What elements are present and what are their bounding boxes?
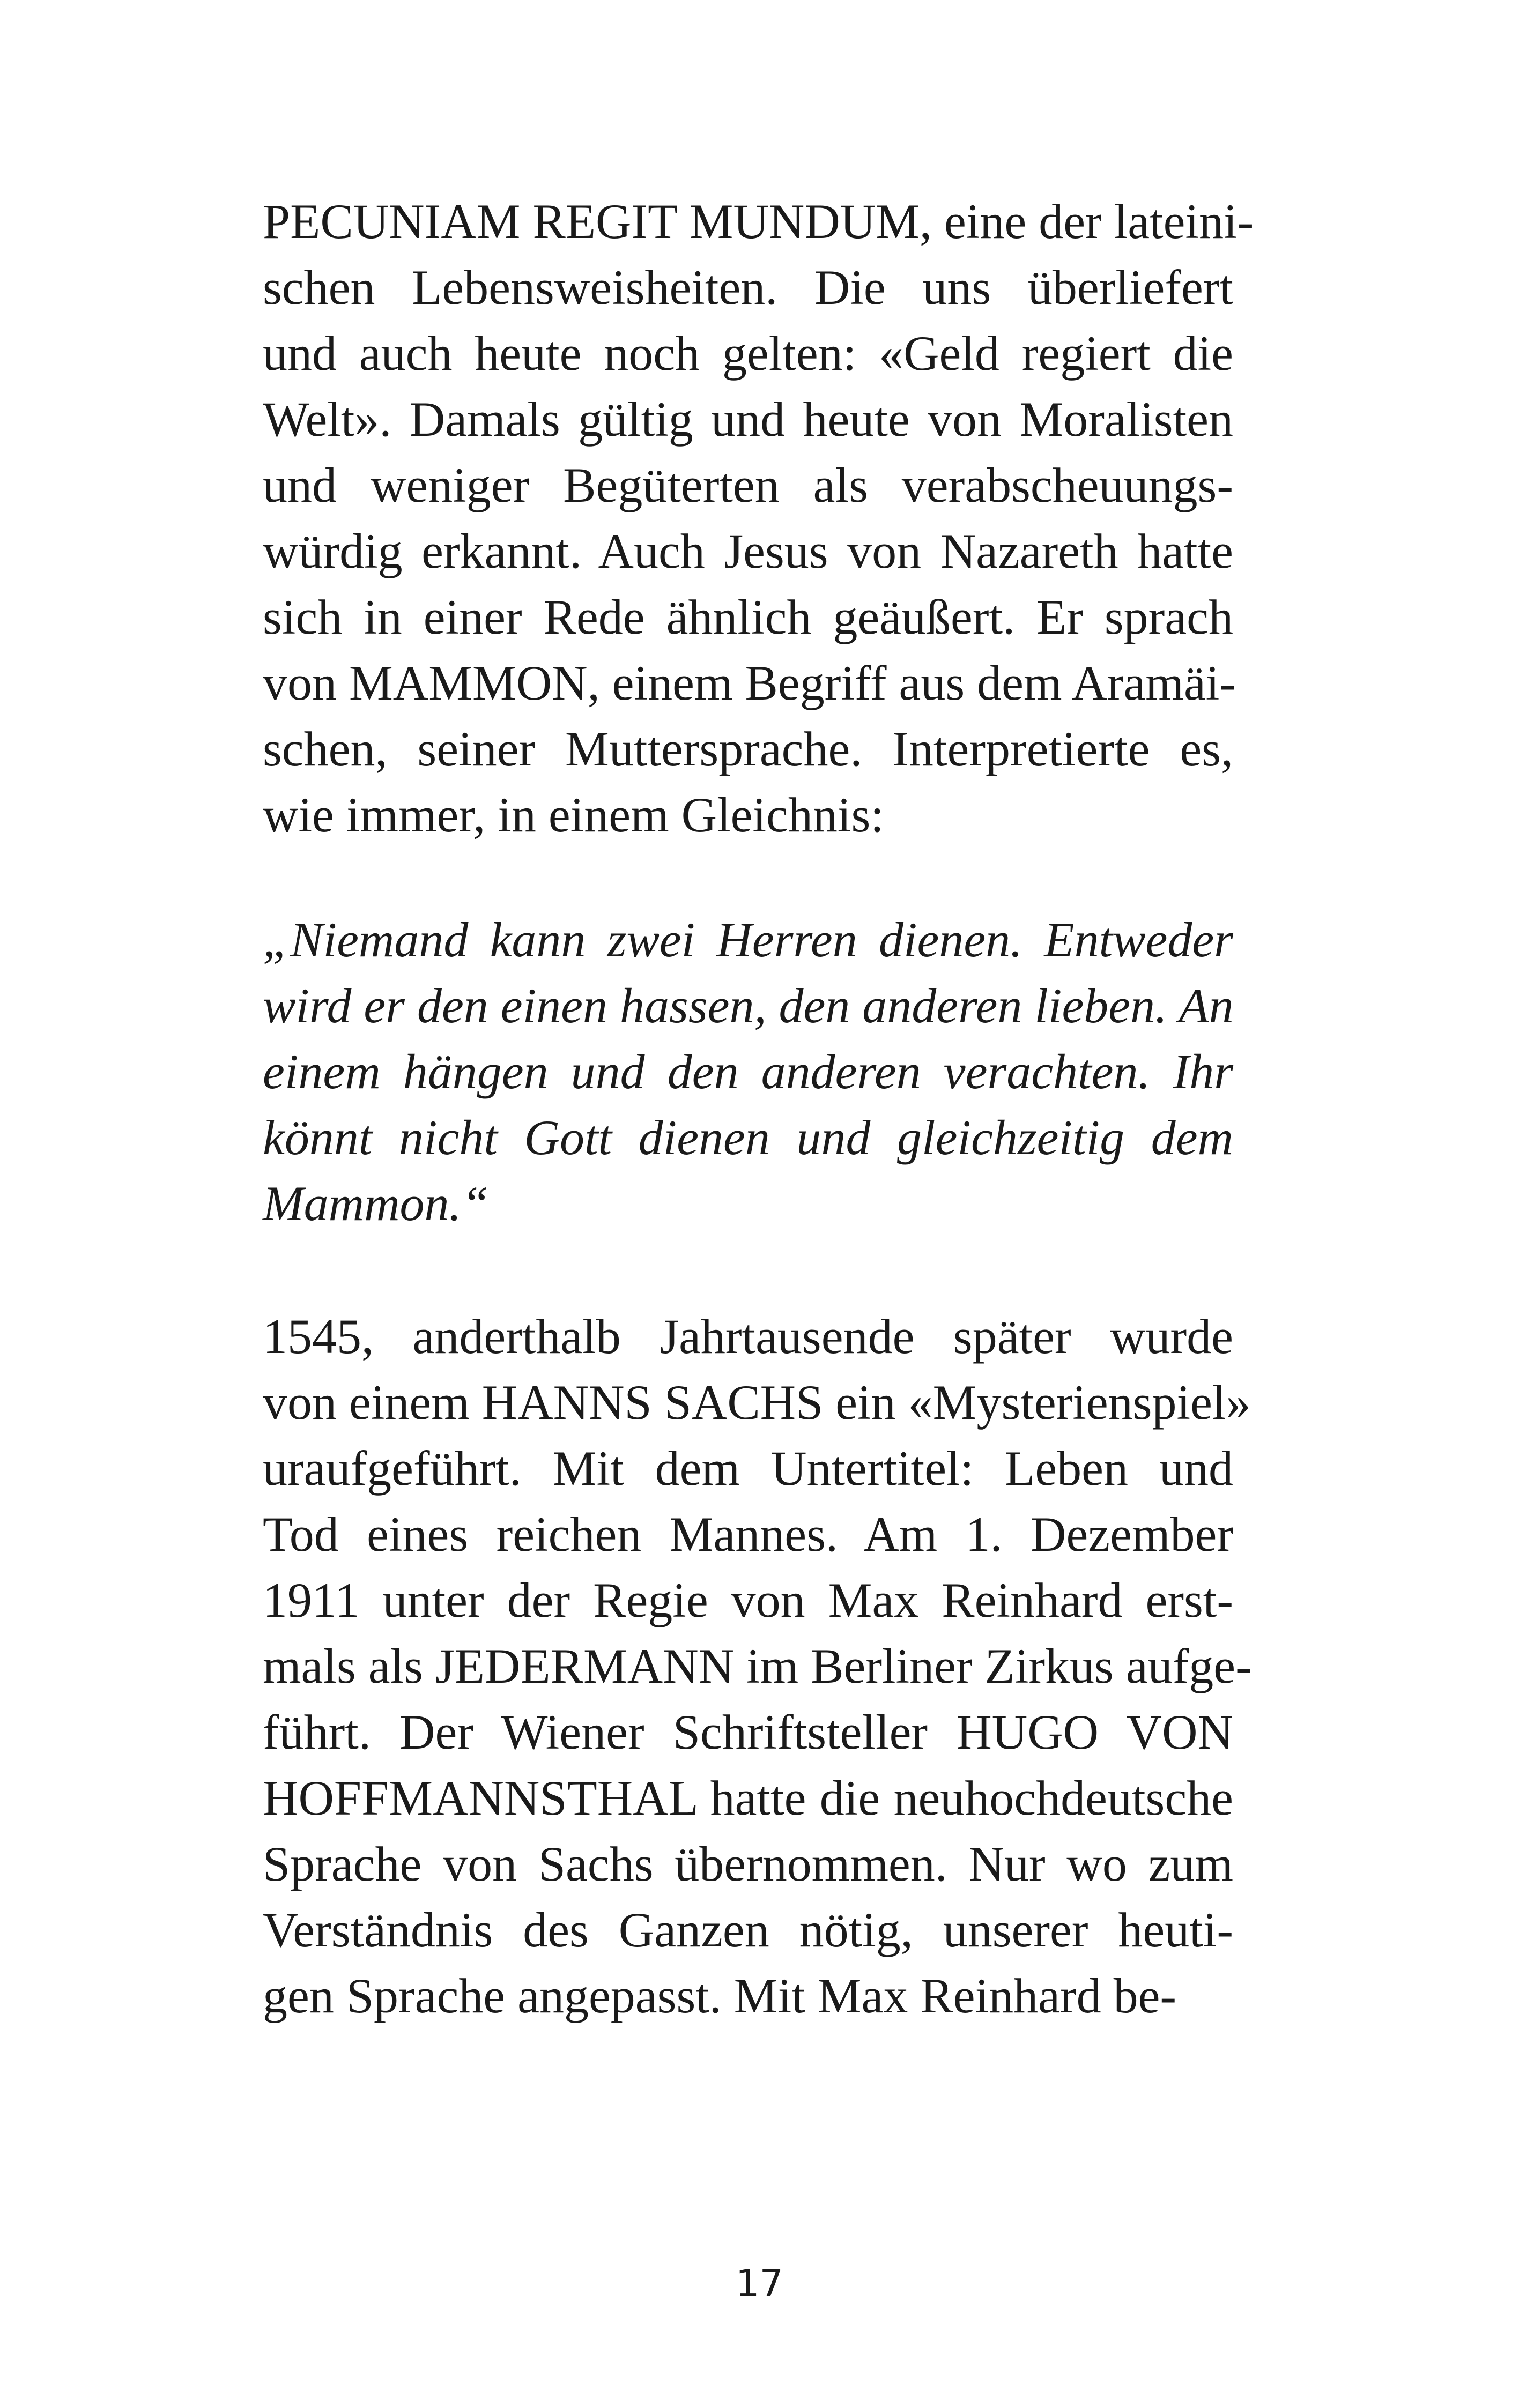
text-line: HOFFMANNSTHAL hatte die neuhochdeutsche [263,1771,1233,1825]
text-line: Verständnis des Ganzen nötig, unserer heuti- [263,1902,1233,1957]
text-line: würdig erkannt. Auch Jesus von Nazareth hatte [263,524,1233,578]
text-line: PECUNIAM REGIT MUNDUM, eine der lateini- [263,194,1254,249]
quote-line: einem hängen und den anderen verachten. Ihr [263,1044,1233,1099]
quote-line: „Niemand kann zwei Herren dienen. Entweder [263,912,1233,967]
text-line: 1545, anderthalb Jahrtausende später wurde [263,1309,1233,1364]
text-line: 1911 unter der Regie von Max Reinhard erst- [263,1573,1233,1627]
text-line: gen Sprache angepasst. Mit Max Reinhard be- [263,1968,1177,2023]
page-number: 17 [735,2262,784,2306]
text-line: von einem HANNS SACHS ein «Mysterienspiel» [263,1375,1251,1430]
text-line: uraufgeführt. Mit dem Untertitel: Leben und [263,1441,1233,1496]
text-line: schen Lebensweisheiten. Die uns überliefert [263,260,1233,315]
text-line: Tod eines reichen Mannes. Am 1. Dezember [263,1507,1233,1562]
text-line: mals als JEDERMANN im Berliner Zirkus aufge- [263,1639,1252,1693]
quote-line: Mammon.“ [263,1176,489,1231]
text-line: und weniger Begüterten als verabscheuungs- [263,458,1233,512]
text-line: und auch heute noch gelten: «Geld regiert die [263,326,1233,381]
text-line: schen, seiner Muttersprache. Interpretierte es, [263,722,1233,776]
quote-line: wird er den einen hassen, den anderen lieben. An [263,978,1234,1033]
quote-line: könnt nicht Gott dienen und gleichzeitig dem [263,1110,1233,1165]
text-line: sich in einer Rede ähnlich geäußert. Er sprach [263,590,1233,644]
text-line: wie immer, in einem Gleichnis: [263,787,884,842]
text-line: führt. Der Wiener Schriftsteller HUGO VON [263,1705,1233,1759]
text-line: Welt». Damals gültig und heute von Moralisten [263,392,1233,447]
paragraph-jedermann [263,1304,1252,2029]
text-line: Sprache von Sachs übernommen. Nur wo zum [263,1837,1233,1891]
paragraph-intro [263,189,1254,848]
text-line: von MAMMON, einem Begriff aus dem Aramäi- [263,656,1236,710]
bible-quote [263,907,1233,1237]
